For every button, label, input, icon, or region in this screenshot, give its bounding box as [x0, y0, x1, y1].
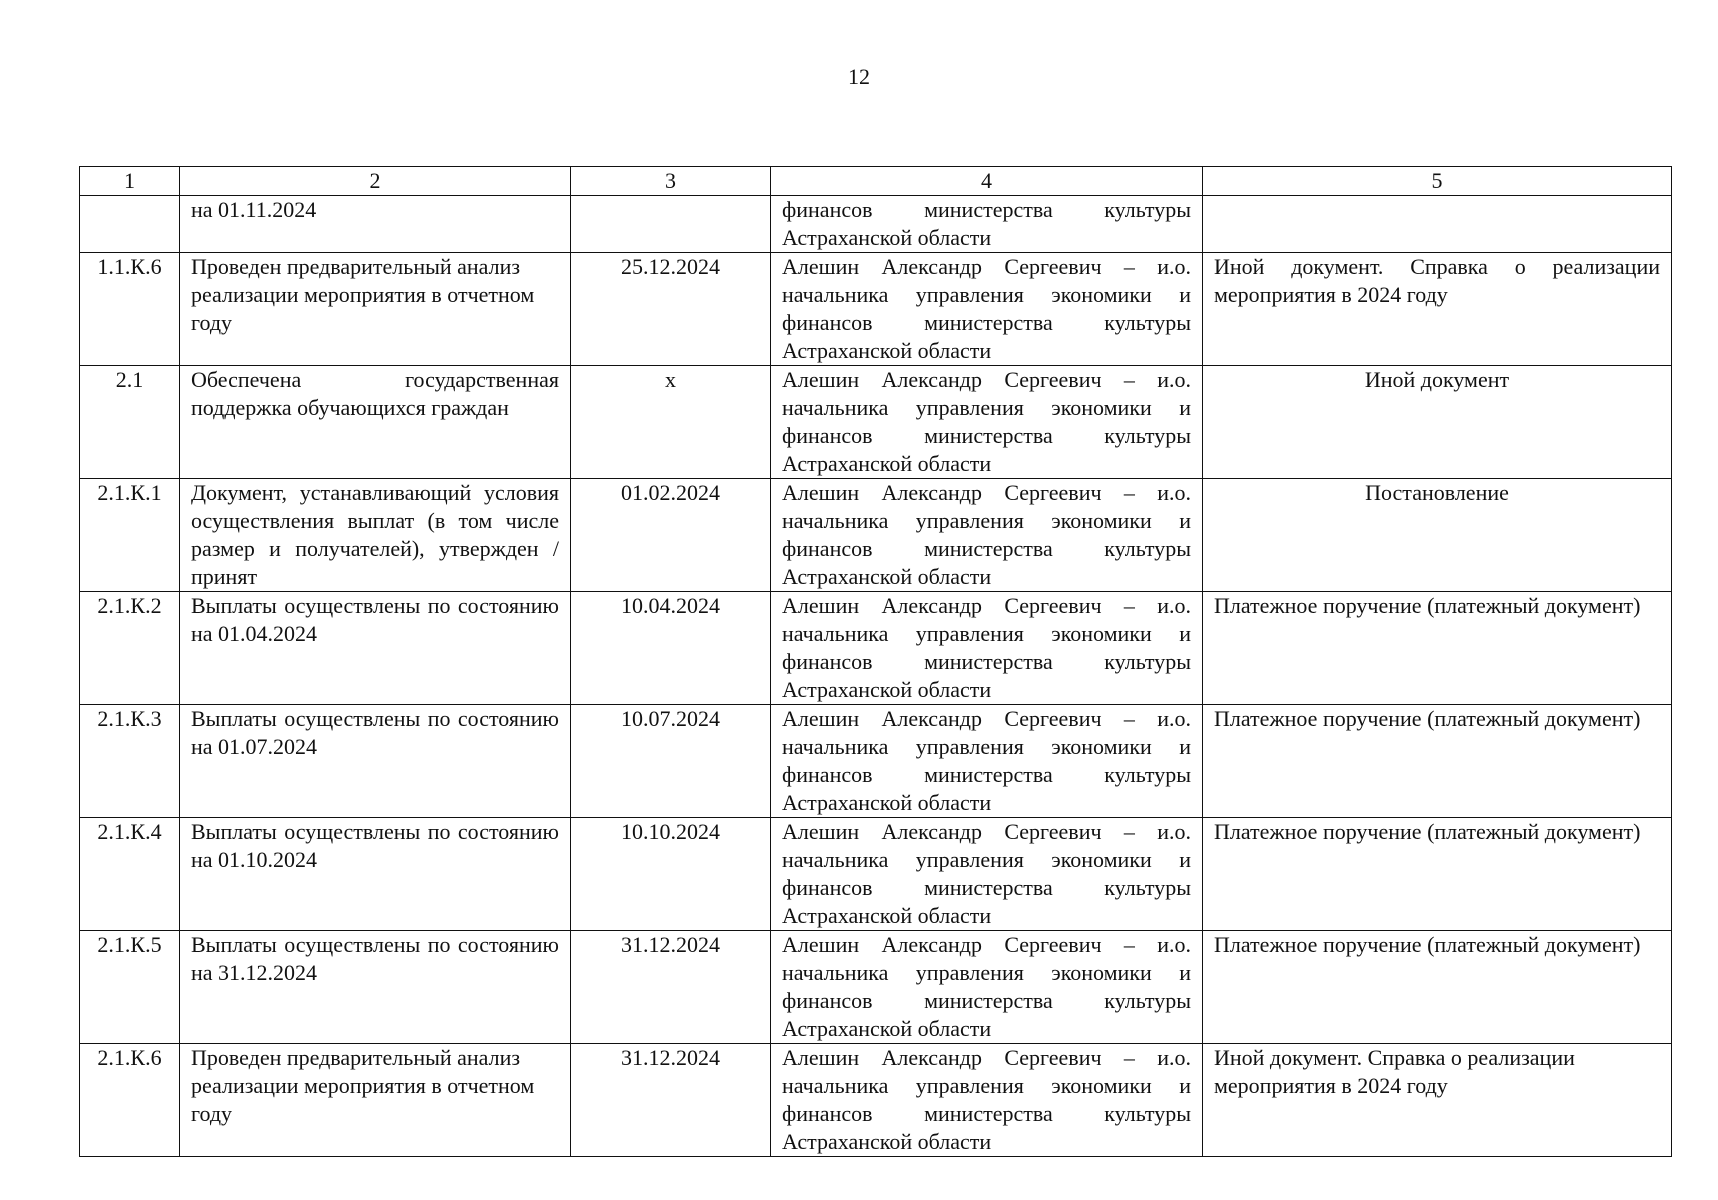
- document-cell: Иной документ. Справка о реализации мероприятия в 2024 году: [1203, 1044, 1672, 1157]
- date-cell: х: [571, 366, 771, 479]
- plan-table: [79, 166, 1672, 1157]
- responsible-cell: Алешин Александр Сергеевич – и.о. начальника управления экономики и финансов министерства культуры Астраханской области: [771, 366, 1203, 479]
- table-row: [80, 253, 1672, 366]
- description-cell: Проведен предварительный анализ реализации мероприятия в отчетном году: [180, 253, 571, 366]
- column-header-1: 1: [80, 167, 180, 196]
- table-row: [80, 818, 1672, 931]
- responsible-cell: Алешин Александр Сергеевич – и.о. начальника управления экономики и финансов министерства культуры Астраханской области: [771, 479, 1203, 592]
- description-cell: Выплаты осуществлены по состоянию на 01.07.2024: [180, 705, 571, 818]
- date-cell: 01.02.2024: [571, 479, 771, 592]
- date-cell: 10.07.2024: [571, 705, 771, 818]
- column-header-2: 2: [180, 167, 571, 196]
- date-cell: 31.12.2024: [571, 1044, 771, 1157]
- table-row: [80, 196, 1672, 253]
- column-header-4: 4: [771, 167, 1203, 196]
- responsible-cell: Алешин Александр Сергеевич – и.о. начальника управления экономики и финансов министерства культуры Астраханской области: [771, 931, 1203, 1044]
- row-id-cell: 1.1.К.6: [80, 253, 180, 366]
- date-cell: [571, 196, 771, 253]
- row-id-cell: 2.1.К.6: [80, 1044, 180, 1157]
- responsible-cell: финансов министерства культуры Астраханской области: [771, 196, 1203, 253]
- document-cell: Платежное поручение (платежный документ): [1203, 818, 1672, 931]
- document-cell: Постановление: [1203, 479, 1672, 592]
- responsible-cell: Алешин Александр Сергеевич – и.о. начальника управления экономики и финансов министерства культуры Астраханской области: [771, 818, 1203, 931]
- table-header-row: [80, 167, 1672, 196]
- description-cell: на 01.11.2024: [180, 196, 571, 253]
- table-row: [80, 479, 1672, 592]
- responsible-cell: Алешин Александр Сергеевич – и.о. начальника управления экономики и финансов министерства культуры Астраханской области: [771, 705, 1203, 818]
- column-header-5: 5: [1203, 167, 1672, 196]
- description-cell: Выплаты осуществлены по состоянию на 01.04.2024: [180, 592, 571, 705]
- row-id-cell: 2.1.К.1: [80, 479, 180, 592]
- table-row: [80, 705, 1672, 818]
- document-cell: Иной документ: [1203, 366, 1672, 479]
- row-id-cell: [80, 196, 180, 253]
- table-row: [80, 1044, 1672, 1157]
- table-row: [80, 592, 1672, 705]
- description-cell: Выплаты осуществлены по состоянию на 31.12.2024: [180, 931, 571, 1044]
- date-cell: 10.04.2024: [571, 592, 771, 705]
- description-cell: Документ, устанавливающий условия осуществления выплат (в том числе размер и получателей), утвержден / принят: [180, 479, 571, 592]
- description-cell: Проведен предварительный анализ реализации мероприятия в отчетном году: [180, 1044, 571, 1157]
- column-header-3: 3: [571, 167, 771, 196]
- responsible-cell: Алешин Александр Сергеевич – и.о. начальника управления экономики и финансов министерства культуры Астраханской области: [771, 592, 1203, 705]
- date-cell: 25.12.2024: [571, 253, 771, 366]
- row-id-cell: 2.1.К.5: [80, 931, 180, 1044]
- page-number: 12: [848, 64, 870, 89]
- row-id-cell: 2.1: [80, 366, 180, 479]
- document-cell: Платежное поручение (платежный документ): [1203, 592, 1672, 705]
- document-cell: [1203, 196, 1672, 253]
- document-cell: Платежное поручение (платежный документ): [1203, 705, 1672, 818]
- row-id-cell: 2.1.К.4: [80, 818, 180, 931]
- row-id-cell: 2.1.К.3: [80, 705, 180, 818]
- document-cell: Платежное поручение (платежный документ): [1203, 931, 1672, 1044]
- row-id-cell: 2.1.К.2: [80, 592, 180, 705]
- table-row: [80, 366, 1672, 479]
- document-cell: Иной документ. Справка о реализации мероприятия в 2024 году: [1203, 253, 1672, 366]
- date-cell: 31.12.2024: [571, 931, 771, 1044]
- description-cell: Обеспечена государственная поддержка обучающихся граждан: [180, 366, 571, 479]
- responsible-cell: Алешин Александр Сергеевич – и.о. начальника управления экономики и финансов министерства культуры Астраханской области: [771, 253, 1203, 366]
- responsible-cell: Алешин Александр Сергеевич – и.о. начальника управления экономики и финансов министерства культуры Астраханской области: [771, 1044, 1203, 1157]
- description-cell: Выплаты осуществлены по состоянию на 01.10.2024: [180, 818, 571, 931]
- table-row: [80, 931, 1672, 1044]
- date-cell: 10.10.2024: [571, 818, 771, 931]
